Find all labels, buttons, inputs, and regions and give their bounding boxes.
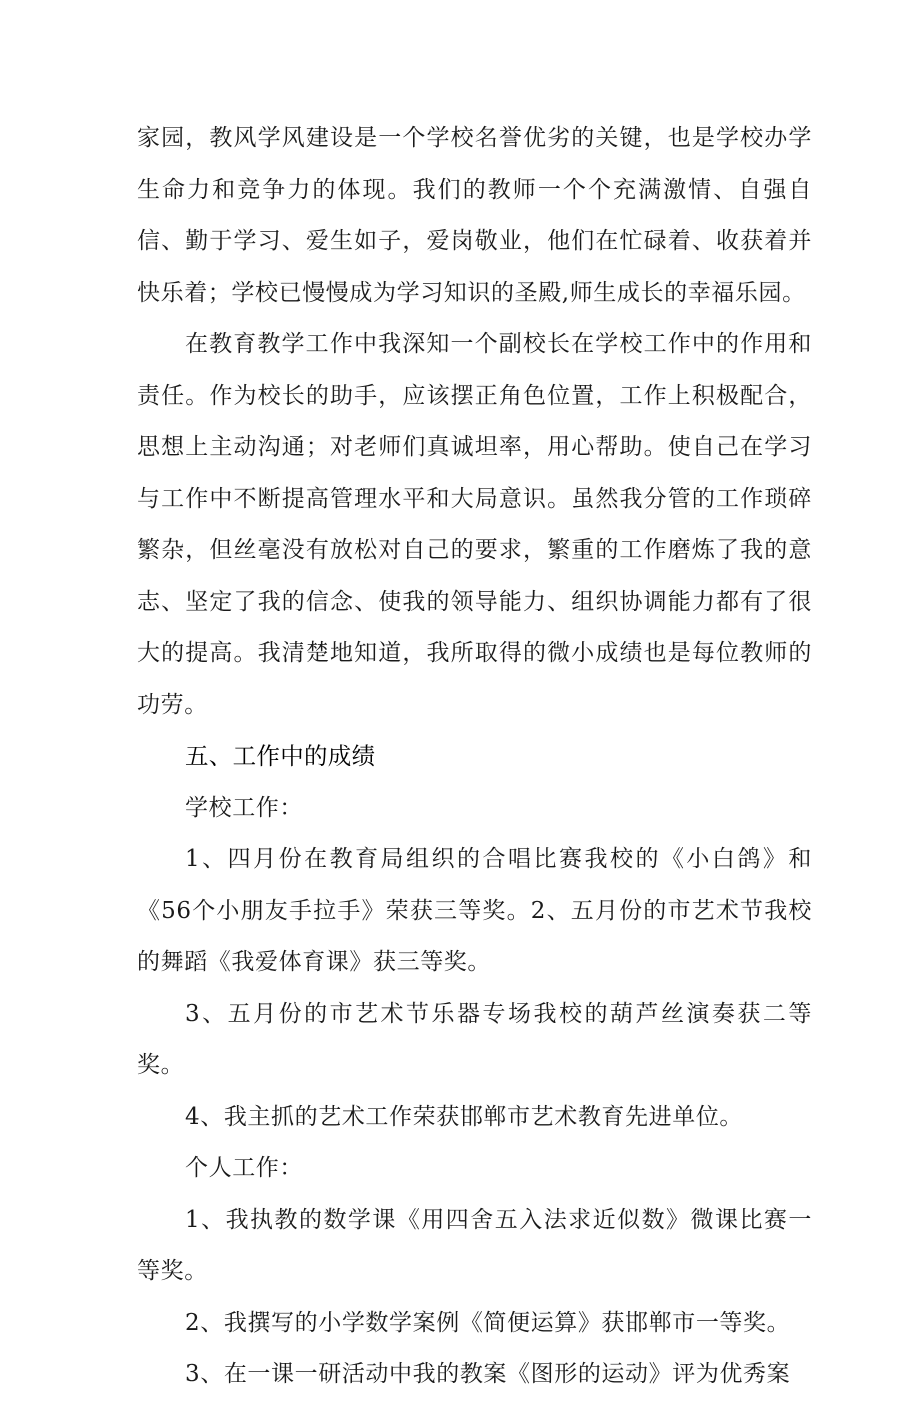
personal-work-label: 个人工作： [185,1155,303,1181]
school-item-3: 3、五月份的市艺术节乐器专场我校的葫芦丝演奏获二等奖。 [137,1000,812,1078]
paragraph-school-culture: 家园，教风学风建设是一个学校名誉优劣的关键，也是学校办学生命力和竞争力的体现。我们的教师一个个充满激情、自强自信、勤于学习、爱生如子，爱岗敬业，他们在忙碌着、收获着并快乐着；学校已慢慢成为学习知识的圣殿,师生成长的幸福乐园。 [137,125,812,306]
school-item-1: 1、四月份在教育局组织的合唱比赛我校的《小白鸽》和《56个小朋友手拉手》荣获三等奖。2、五月份的市艺术节我校的舞蹈《我爱体育课》获三等奖。 [137,846,812,975]
school-work-label: 学校工作： [185,794,303,821]
paragraph-vice-principal-role: 在教育教学工作中我深知一个副校长在学校工作中的作用和责任。作为校长的助手，应该摆正角色位置，工作上积极配合，思想上主动沟通；对老师们真诚坦率，用心帮助。使自己在学习与工作中不断提高管理水平和大局意识。虽然我分管的工作琐碎繁杂，但丝毫没有放松对自己的要求，繁重的工作磨炼了我的意志、坚定了我的信念、使我的领导能力、组织协调能力都有了很大的提高。我清楚地知道，我所取得的微小成绩也是每位教师的功劳。 [137,331,812,718]
school-item-4: 4、我主抓的艺术工作荣获邯郸市艺术教育先进单位。 [185,1103,744,1130]
personal-item-3: 3、在一课一研活动中我的教案《图形的运动》评为优秀案 [185,1361,791,1387]
personal-item-1: 1、我执教的数学课《用四舍五入法求近似数》微课比赛一等奖。 [137,1206,812,1284]
document-body [137,113,812,1401]
personal-item-2: 2、我撰写的小学数学案例《简便运算》获邯郸市一等奖。 [185,1309,791,1336]
section-heading-achievements: 五、工作中的成绩 [185,742,376,770]
